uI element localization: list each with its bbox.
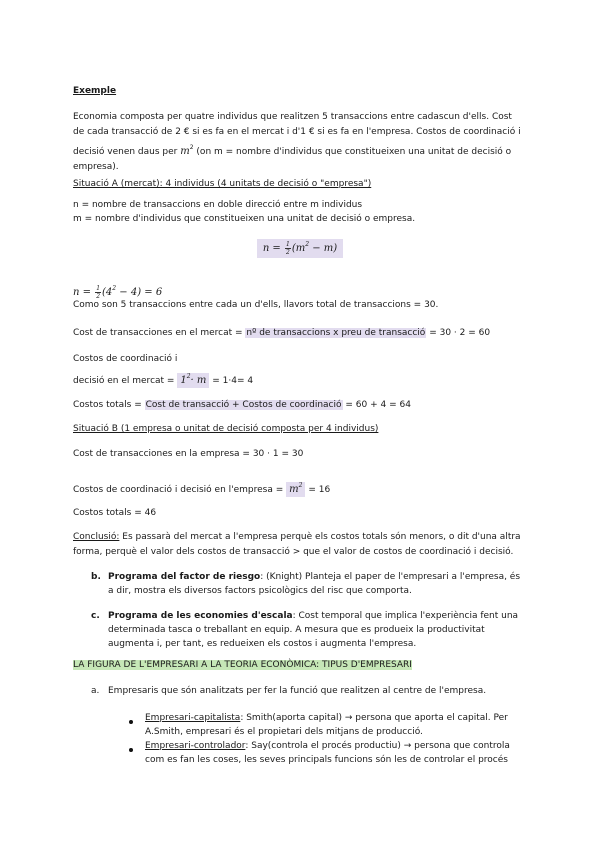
formula-exponent: 2 xyxy=(305,241,310,248)
intro-line-3 xyxy=(73,140,533,160)
market-transaction-cost xyxy=(73,326,533,341)
company-coordination-cost xyxy=(73,478,533,498)
item-c-line-2: determinada tasca o treballant en equip. A mesura que es produeix la productivitat xyxy=(108,625,485,635)
intro-line-1: Economia composta per quatre individus que realitzen 5 transaccions entre cadascun d'ells. Cost xyxy=(73,112,512,122)
company-coordination-m: m xyxy=(289,484,299,495)
conclusion-text-1: Es passarà del mercat a l'empresa perquè els costos totals són menors, o dit d'una altra xyxy=(119,532,521,542)
section-heading: LA FIGURA DE L'EMPRESARI A LA TEORIA ECONÒMICA: TIPUS D'EMPRESARI xyxy=(73,660,412,670)
conclusion-line-2: forma, perquè el valor dels costos de transacció > que el valor de costos de coordinació i decisió. xyxy=(73,547,514,557)
bullet-capitalist-line-1 xyxy=(145,711,528,725)
item-c-economies-of-scale xyxy=(108,609,528,651)
conclusion-label: Conclusió: xyxy=(73,532,120,542)
item-a-text: Empresaris que són analitzats per fer la funció que realitzen al centre de l'empresa. xyxy=(108,686,487,696)
market-cost-pre: Cost de transacciones en el mercat = xyxy=(73,328,243,338)
bullet-controller-label: Empresari-controlador xyxy=(145,741,246,751)
item-b-line-2: a dir, mostra els diversos factors psicològics del risc que comporta. xyxy=(108,586,412,596)
company-coordination-formula xyxy=(286,482,305,497)
item-b-risk-factor xyxy=(108,570,528,598)
example-heading: Exemple xyxy=(73,86,117,96)
coordination-base: 1 xyxy=(180,375,187,386)
calc-exponent: 2 xyxy=(112,285,117,292)
bullet-controller-text-1: : Say(controla el procés productiu) → persona que controla xyxy=(245,741,510,751)
item-b-marker: b. xyxy=(91,572,101,582)
total-transactions-text: Como son 5 transaccions entre cada un d'ells, llavors total de transaccions = 30. xyxy=(73,300,439,310)
fraction-denominator: 2 xyxy=(286,249,290,256)
bullet-controller xyxy=(145,739,528,767)
formula-lhs: n = xyxy=(262,243,281,254)
fraction-numerator: 1 xyxy=(286,241,290,248)
calc-tail: − 4) = 6 xyxy=(119,287,163,298)
coordination-market-pre: decisió en el mercat = xyxy=(73,376,175,386)
bullet-capitalist-label: Empresari-capitalista xyxy=(145,713,241,723)
intro-m-variable: m xyxy=(180,146,190,157)
coordination-market-formula xyxy=(177,373,209,388)
item-c-marker: c. xyxy=(91,611,100,621)
conclusion-line-1 xyxy=(73,530,533,545)
company-coordination-exponent: 2 xyxy=(298,482,303,489)
company-coordination-pre: Costos de coordinació i decisió en l'empresa = xyxy=(73,485,284,495)
conclusion-paragraph xyxy=(73,530,533,560)
bullet-icon xyxy=(129,717,133,727)
intro-line-3-post: (on m = nombre d'individus que constitueixen una unitat de decisió o xyxy=(196,147,512,157)
formula-close: − m) xyxy=(312,243,338,254)
calc-fraction-numerator: 1 xyxy=(96,285,101,292)
item-c-line-3: augmenta i, per tant, es redueixen els costos i augmenta l'empresa. xyxy=(108,639,417,649)
item-a-marker: a. xyxy=(91,686,100,696)
market-cost-highlight: nº de transaccions x preu de transacció xyxy=(246,328,426,338)
market-total-post: = 60 + 4 = 64 xyxy=(345,400,411,410)
calc-lhs: n = xyxy=(73,287,91,298)
bullet-capitalist-text-1: : Smith(aporta capital) → persona que aporta el capital. Per xyxy=(240,713,508,723)
bullet-icon xyxy=(129,745,133,755)
intro-line-3-pre: decisió venen daus per xyxy=(73,147,178,157)
intro-m-exponent: 2 xyxy=(189,144,194,151)
situation-b-title: Situació B (1 empresa o unitat de decisió composta per 4 individus) xyxy=(73,424,379,434)
item-b-text-1: : (Knight) Planteja el paper de l'empresari a l'empresa, és xyxy=(260,572,521,582)
market-total-highlight: Cost de transacció + Costos de coordinació xyxy=(145,400,342,410)
section-heading-wrap xyxy=(73,658,533,673)
intro-line-2: de cada transacció de 2 € si es fa en el mercat i d'1 € si es fa en l'empresa. Costos de coordinació i xyxy=(73,127,521,137)
coordination-market-post: = 1·4= 4 xyxy=(212,376,254,386)
coordination-exponent: 2 xyxy=(186,373,191,380)
coordination-line-1: Costos de coordinació i xyxy=(73,354,178,364)
situation-a-title: Situació A (mercat): 4 individus (4 unitats de decisió o "empresa") xyxy=(73,179,372,189)
bullet-controller-line-1 xyxy=(145,739,528,753)
market-total-costs xyxy=(73,398,533,413)
company-total-costs: Costos totals = 46 xyxy=(73,508,157,518)
item-c-line-1 xyxy=(108,609,528,623)
market-total-pre: Costos totals = xyxy=(73,400,142,410)
company-transaction-cost: Cost de transacciones en la empresa = 30 · 1 = 30 xyxy=(73,449,304,459)
intro-line-4: empresa). xyxy=(73,162,119,172)
calc-fraction-denominator: 2 xyxy=(96,293,101,300)
coordination-m: · m xyxy=(190,375,207,386)
bullet-capitalist xyxy=(145,711,528,739)
formula-fraction xyxy=(285,241,291,256)
formula-general xyxy=(257,239,343,258)
item-b-line-1 xyxy=(108,570,528,584)
bullet-controller-line-2: com es fan les coses, les seves principals funcions són les de controlar el procés xyxy=(145,755,508,765)
company-coordination-post: = 16 xyxy=(308,485,331,495)
market-cost-post: = 30 · 2 = 60 xyxy=(429,328,491,338)
item-b-title: Programa del factor de riesgo xyxy=(108,572,261,582)
bullet-capitalist-line-2: A.Smith, empresari és el propietari dels mitjans de producció. xyxy=(145,727,423,737)
calc-mid: (4 xyxy=(102,287,113,298)
definition-m: m = nombre d'individus que constitueixen una unitat de decisió o empresa. xyxy=(73,214,416,224)
item-c-title: Programa de les economies d'escala xyxy=(108,611,293,621)
formula-block xyxy=(0,239,600,258)
item-c-text-1: : Cost temporal que implica l'experiència fent una xyxy=(292,611,519,621)
definition-n: n = nombre de transaccions en doble direcció entre m individus xyxy=(73,200,363,210)
formula-open: (m xyxy=(291,243,306,254)
intro-paragraph xyxy=(73,110,533,175)
coordination-market xyxy=(73,369,533,389)
